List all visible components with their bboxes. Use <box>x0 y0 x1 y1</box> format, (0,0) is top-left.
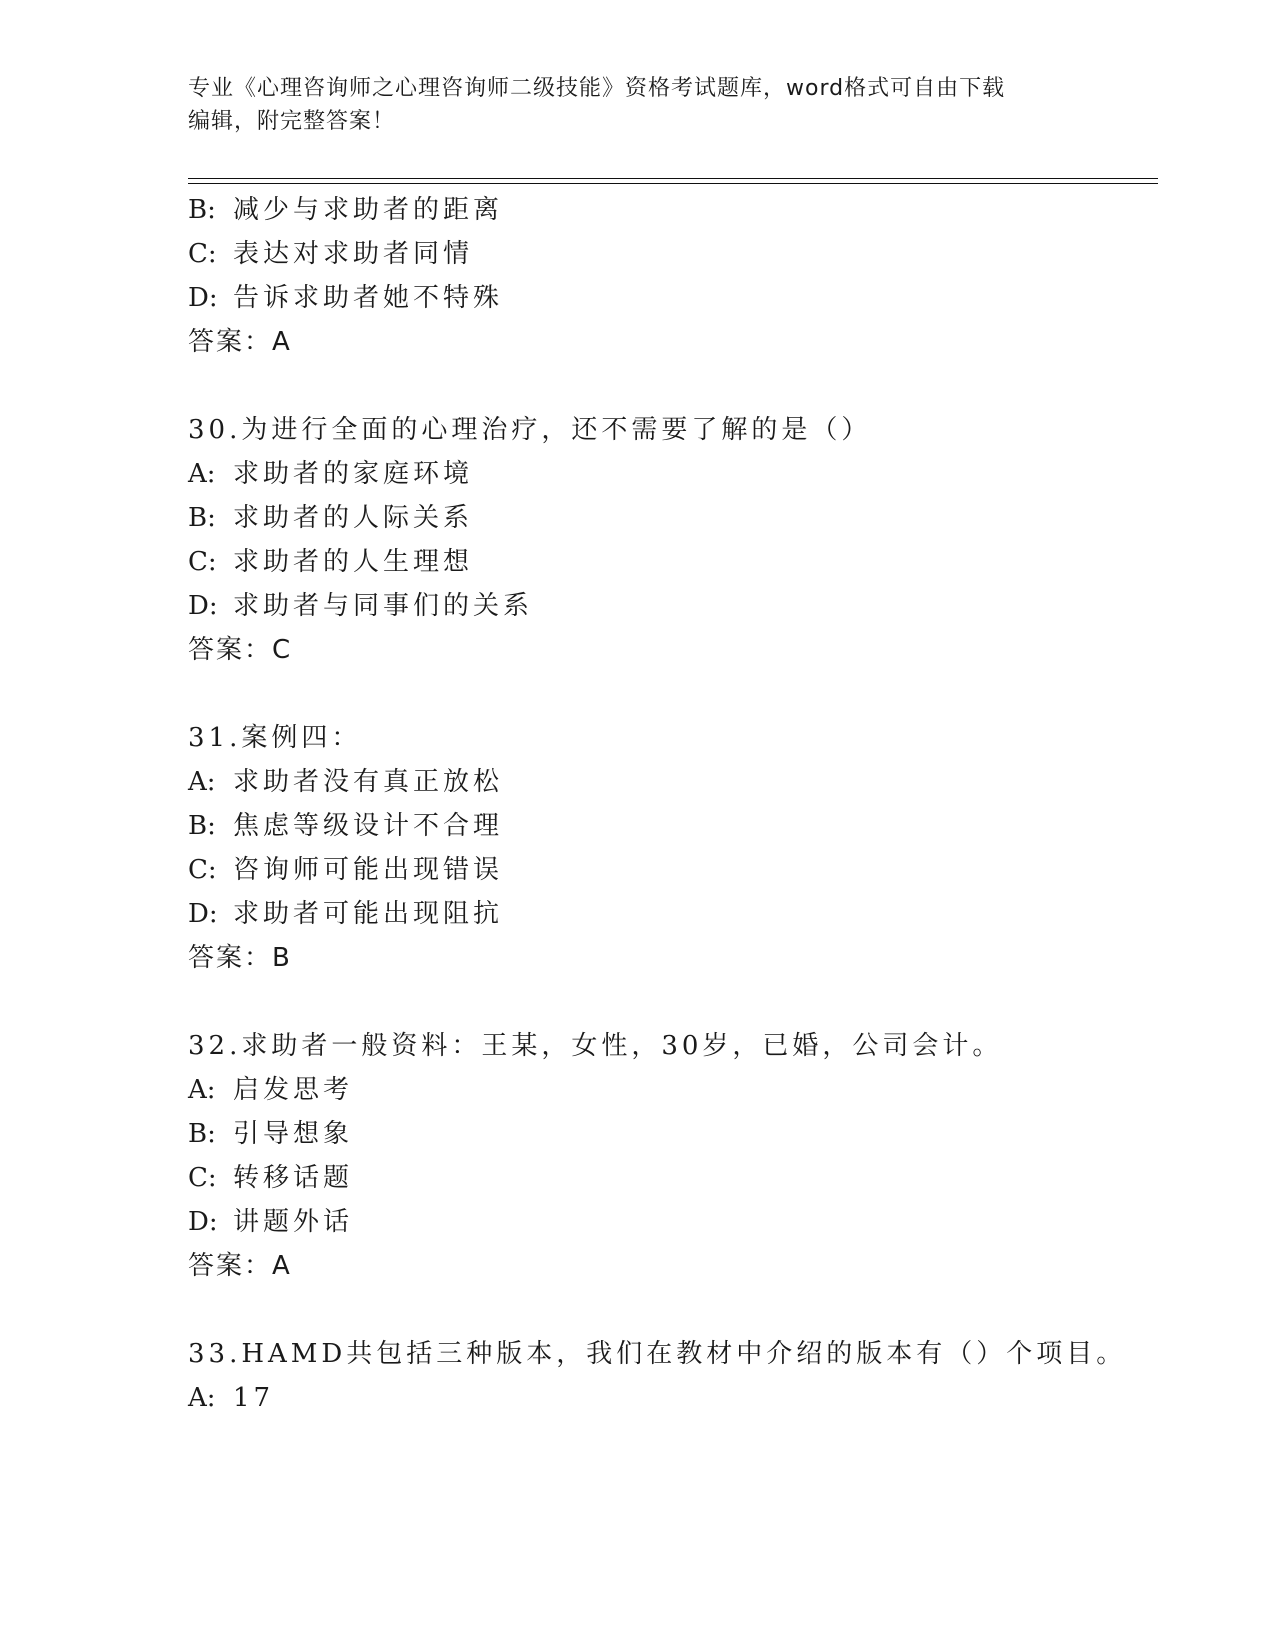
option-c: C: 表达对求助者同情 <box>188 239 474 269</box>
header-rule-top <box>188 178 1158 179</box>
option-a: A: 启发思考 <box>188 1075 354 1105</box>
question-30: 30.为进行全面的心理治疗，还不需要了解的是（） <box>188 415 872 445</box>
option-d: D: 求助者与同事们的关系 <box>188 591 534 621</box>
option-d: D: 告诉求助者她不特殊 <box>188 283 504 313</box>
header-line-2: 编辑，附完整答案！ <box>188 109 396 134</box>
option-d: D: 讲题外话 <box>188 1207 354 1237</box>
option-c: C: 转移话题 <box>188 1163 354 1193</box>
answer: 答案：B <box>188 943 292 973</box>
header-line-1: 专业《心理咨询师之心理咨询师二级技能》资格考试题库，word格式可自由下载 <box>188 76 1006 101</box>
option-a: A: 求助者没有真正放松 <box>188 767 504 797</box>
question-31: 31.案例四： <box>188 723 362 753</box>
option-b: B: 引导想象 <box>188 1119 354 1149</box>
option-a: A: 求助者的家庭环境 <box>188 459 474 489</box>
answer: 答案：A <box>188 1251 292 1281</box>
answer: 答案：C <box>188 635 293 665</box>
option-c: C: 求助者的人生理想 <box>188 547 474 577</box>
option-a: A: 17 <box>188 1383 275 1413</box>
question-32: 32.求助者一般资料：王某，女性，30岁，已婚，公司会计。 <box>188 1031 1003 1061</box>
option-b: B: 减少与求助者的距离 <box>188 195 504 225</box>
document-header <box>188 72 1088 138</box>
option-d: D: 求助者可能出现阻抗 <box>188 899 504 929</box>
question-33: 33.HAMD共包括三种版本，我们在教材中介绍的版本有（）个项目。 <box>188 1339 1127 1369</box>
header-rule-bottom <box>188 183 1158 184</box>
option-c: C: 咨询师可能出现错误 <box>188 855 504 885</box>
answer: 答案：A <box>188 327 292 357</box>
option-b: B: 求助者的人际关系 <box>188 503 474 533</box>
option-b: B: 焦虑等级设计不合理 <box>188 811 504 841</box>
